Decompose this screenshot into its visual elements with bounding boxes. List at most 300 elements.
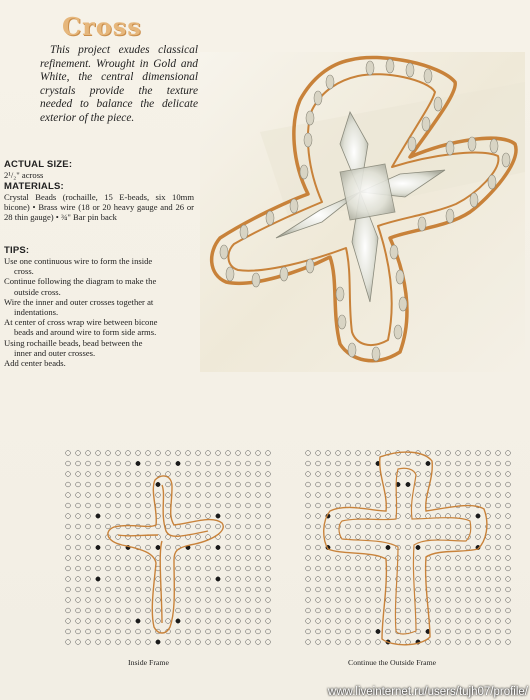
peg [106, 598, 111, 603]
peg [506, 514, 511, 519]
peg [336, 514, 341, 519]
peg [266, 472, 271, 477]
peg [336, 503, 341, 508]
peg [396, 461, 401, 466]
peg [356, 556, 361, 561]
peg [366, 545, 371, 550]
peg [386, 514, 391, 519]
peg [506, 524, 511, 529]
peg [306, 556, 311, 561]
peg [236, 598, 241, 603]
peg [506, 472, 511, 477]
peg [266, 545, 271, 550]
peg [266, 556, 271, 561]
peg [326, 566, 331, 571]
peg [406, 514, 411, 519]
peg [116, 619, 121, 624]
peg [466, 629, 471, 634]
peg [226, 577, 231, 582]
peg [196, 482, 201, 487]
peg [266, 566, 271, 571]
peg [176, 451, 181, 456]
peg [196, 598, 201, 603]
peg [446, 545, 451, 550]
peg [206, 545, 211, 550]
peg [106, 640, 111, 645]
peg [136, 577, 141, 582]
peg [96, 451, 101, 456]
peg [176, 493, 181, 498]
peg [496, 640, 501, 645]
peg [456, 566, 461, 571]
peg [386, 629, 391, 634]
peg [456, 535, 461, 540]
peg [176, 577, 181, 582]
peg [146, 545, 151, 550]
peg [476, 619, 481, 624]
peg [366, 472, 371, 477]
peg [326, 556, 331, 561]
peg [456, 493, 461, 498]
peg [256, 493, 261, 498]
peg [346, 514, 351, 519]
peg [206, 461, 211, 466]
peg [496, 608, 501, 613]
peg [196, 640, 201, 645]
peg [326, 587, 331, 592]
peg [486, 545, 491, 550]
peg [236, 587, 241, 592]
peg [256, 608, 261, 613]
peg [156, 472, 161, 477]
outside-frame-wire [324, 452, 487, 645]
peg [86, 514, 91, 519]
peg [356, 535, 361, 540]
peg [246, 577, 251, 582]
peg [476, 587, 481, 592]
peg [406, 535, 411, 540]
peg [466, 482, 471, 487]
peg [486, 493, 491, 498]
peg [486, 629, 491, 634]
peg [106, 514, 111, 519]
peg [316, 629, 321, 634]
peg [456, 629, 461, 634]
peg [336, 482, 341, 487]
peg [96, 640, 101, 645]
peg [436, 619, 441, 624]
peg [346, 608, 351, 613]
peg [486, 598, 491, 603]
peg [406, 545, 411, 550]
peg [106, 461, 111, 466]
peg [106, 472, 111, 477]
peg [66, 608, 71, 613]
peg [126, 503, 131, 508]
peg [206, 472, 211, 477]
peg [126, 461, 131, 466]
peg [126, 608, 131, 613]
peg [256, 482, 261, 487]
peg [346, 524, 351, 529]
peg [366, 451, 371, 456]
peg [186, 577, 191, 582]
peg [326, 472, 331, 477]
peg [196, 545, 201, 550]
peg [156, 461, 161, 466]
peg [476, 566, 481, 571]
peg [266, 493, 271, 498]
peg [66, 514, 71, 519]
peg [366, 556, 371, 561]
peg [466, 524, 471, 529]
peg [476, 629, 481, 634]
peg [316, 461, 321, 466]
peg [396, 535, 401, 540]
peg [446, 493, 451, 498]
peg [466, 608, 471, 613]
peg [386, 461, 391, 466]
peg [416, 566, 421, 571]
peg [486, 608, 491, 613]
peg [346, 629, 351, 634]
peg [506, 608, 511, 613]
peg [316, 524, 321, 529]
peg [226, 629, 231, 634]
peg [446, 535, 451, 540]
peg [166, 461, 171, 466]
peg [206, 514, 211, 519]
filled-peg [176, 619, 180, 623]
peg [466, 598, 471, 603]
peg [346, 577, 351, 582]
peg [376, 482, 381, 487]
peg [216, 629, 221, 634]
peg [306, 524, 311, 529]
peg [246, 629, 251, 634]
peg [306, 493, 311, 498]
peg [86, 619, 91, 624]
peg [76, 451, 81, 456]
peg [436, 556, 441, 561]
peg [226, 556, 231, 561]
peg [336, 598, 341, 603]
peg [86, 461, 91, 466]
peg [446, 640, 451, 645]
filled-peg [96, 545, 100, 549]
peg [466, 566, 471, 571]
outside-frame-diagram [302, 445, 517, 655]
peg [476, 608, 481, 613]
peg [366, 587, 371, 592]
peg [136, 493, 141, 498]
peg [456, 461, 461, 466]
peg [306, 577, 311, 582]
peg [146, 598, 151, 603]
peg [266, 577, 271, 582]
peg [136, 514, 141, 519]
peg [266, 524, 271, 529]
peg [486, 640, 491, 645]
peg [66, 619, 71, 624]
peg [76, 619, 81, 624]
peg [206, 577, 211, 582]
peg [156, 493, 161, 498]
peg [136, 629, 141, 634]
peg [186, 482, 191, 487]
peg [466, 619, 471, 624]
peg [446, 451, 451, 456]
peg [216, 619, 221, 624]
peg [236, 619, 241, 624]
peg [436, 493, 441, 498]
peg [486, 587, 491, 592]
peg [76, 524, 81, 529]
peg [186, 619, 191, 624]
peg [346, 566, 351, 571]
peg [186, 598, 191, 603]
peg [506, 503, 511, 508]
peg [456, 472, 461, 477]
peg [376, 535, 381, 540]
peg [406, 451, 411, 456]
peg [146, 577, 151, 582]
peg [196, 577, 201, 582]
peg [376, 503, 381, 508]
peg [386, 619, 391, 624]
peg [136, 608, 141, 613]
peg [186, 493, 191, 498]
peg [366, 619, 371, 624]
peg [366, 608, 371, 613]
peg [136, 587, 141, 592]
peg [96, 629, 101, 634]
peg [456, 598, 461, 603]
peg [356, 514, 361, 519]
peg [426, 524, 431, 529]
peg [156, 587, 161, 592]
peg [96, 556, 101, 561]
filled-peg [156, 482, 160, 486]
peg [306, 598, 311, 603]
peg [116, 461, 121, 466]
peg [336, 493, 341, 498]
peg [336, 587, 341, 592]
peg [66, 556, 71, 561]
peg [476, 640, 481, 645]
peg [96, 535, 101, 540]
peg [76, 535, 81, 540]
peg [236, 514, 241, 519]
peg [66, 461, 71, 466]
peg [446, 629, 451, 634]
peg [426, 451, 431, 456]
peg-grid [66, 451, 271, 645]
peg [416, 598, 421, 603]
peg [206, 619, 211, 624]
peg [486, 482, 491, 487]
peg [206, 629, 211, 634]
peg [226, 535, 231, 540]
actual-size-heading: ACTUAL SIZE: [4, 159, 73, 170]
tip-item: Wire the inner and outer crosses together at indentations. [4, 296, 154, 318]
peg [96, 619, 101, 624]
peg [196, 556, 201, 561]
peg [466, 472, 471, 477]
peg [506, 577, 511, 582]
peg [206, 556, 211, 561]
peg [446, 608, 451, 613]
peg [66, 503, 71, 508]
peg [436, 461, 441, 466]
peg [356, 472, 361, 477]
peg [146, 608, 151, 613]
peg [226, 503, 231, 508]
peg [366, 482, 371, 487]
peg [506, 566, 511, 571]
peg [416, 482, 421, 487]
peg [506, 493, 511, 498]
peg [506, 545, 511, 550]
peg [86, 472, 91, 477]
peg [356, 598, 361, 603]
peg [66, 598, 71, 603]
peg [456, 640, 461, 645]
peg [156, 451, 161, 456]
peg [316, 556, 321, 561]
peg [126, 556, 131, 561]
tip-item: Continue following the diagram to make the outside cross. [4, 276, 157, 297]
filled-peg [216, 514, 220, 518]
peg [66, 451, 71, 456]
peg [346, 598, 351, 603]
peg [316, 472, 321, 477]
peg [406, 598, 411, 603]
peg [336, 566, 341, 571]
peg [346, 556, 351, 561]
peg [326, 640, 331, 645]
peg [66, 640, 71, 645]
peg [316, 566, 321, 571]
peg [506, 461, 511, 466]
filled-peg [96, 577, 100, 581]
peg [246, 556, 251, 561]
peg [506, 619, 511, 624]
peg [66, 493, 71, 498]
filled-peg [406, 482, 410, 486]
peg [106, 482, 111, 487]
peg [266, 629, 271, 634]
peg [166, 619, 171, 624]
tips-section [4, 246, 159, 368]
peg [346, 493, 351, 498]
peg [76, 556, 81, 561]
peg [156, 556, 161, 561]
peg [236, 640, 241, 645]
peg [416, 524, 421, 529]
peg [96, 503, 101, 508]
peg [476, 493, 481, 498]
peg [186, 640, 191, 645]
peg [346, 545, 351, 550]
peg [156, 598, 161, 603]
outside-frame-caption: Continue the Outside Frame [348, 658, 437, 667]
peg [76, 577, 81, 582]
peg [226, 566, 231, 571]
peg [476, 556, 481, 561]
peg [126, 472, 131, 477]
peg [156, 577, 161, 582]
peg [316, 587, 321, 592]
peg [366, 577, 371, 582]
peg [166, 451, 171, 456]
peg [436, 629, 441, 634]
peg [406, 577, 411, 582]
peg [246, 503, 251, 508]
peg [126, 451, 131, 456]
peg [396, 608, 401, 613]
peg [326, 629, 331, 634]
peg [306, 629, 311, 634]
peg [256, 556, 261, 561]
peg [196, 514, 201, 519]
peg [356, 566, 361, 571]
peg [86, 577, 91, 582]
peg [86, 598, 91, 603]
tip-item: At center of cross wrap wire between bicone beads and around wire to form side arms. [4, 317, 158, 338]
peg [156, 503, 161, 508]
peg [196, 566, 201, 571]
peg [216, 608, 221, 613]
peg [436, 535, 441, 540]
peg [256, 524, 261, 529]
peg [206, 451, 211, 456]
peg [316, 535, 321, 540]
peg [236, 577, 241, 582]
peg [496, 524, 501, 529]
peg [326, 608, 331, 613]
peg [136, 556, 141, 561]
peg [356, 577, 361, 582]
peg [256, 451, 261, 456]
peg [486, 556, 491, 561]
peg [236, 503, 241, 508]
peg [406, 608, 411, 613]
peg [496, 556, 501, 561]
peg [86, 451, 91, 456]
peg [406, 503, 411, 508]
peg [256, 503, 261, 508]
peg [116, 514, 121, 519]
peg [246, 524, 251, 529]
peg [226, 514, 231, 519]
peg [376, 451, 381, 456]
peg [126, 587, 131, 592]
peg [106, 524, 111, 529]
peg [66, 545, 71, 550]
peg [96, 493, 101, 498]
peg [246, 598, 251, 603]
peg [436, 587, 441, 592]
peg [216, 482, 221, 487]
filled-peg [476, 514, 480, 518]
peg [76, 461, 81, 466]
peg [336, 619, 341, 624]
peg [166, 545, 171, 550]
peg [166, 566, 171, 571]
peg [336, 629, 341, 634]
peg [476, 577, 481, 582]
